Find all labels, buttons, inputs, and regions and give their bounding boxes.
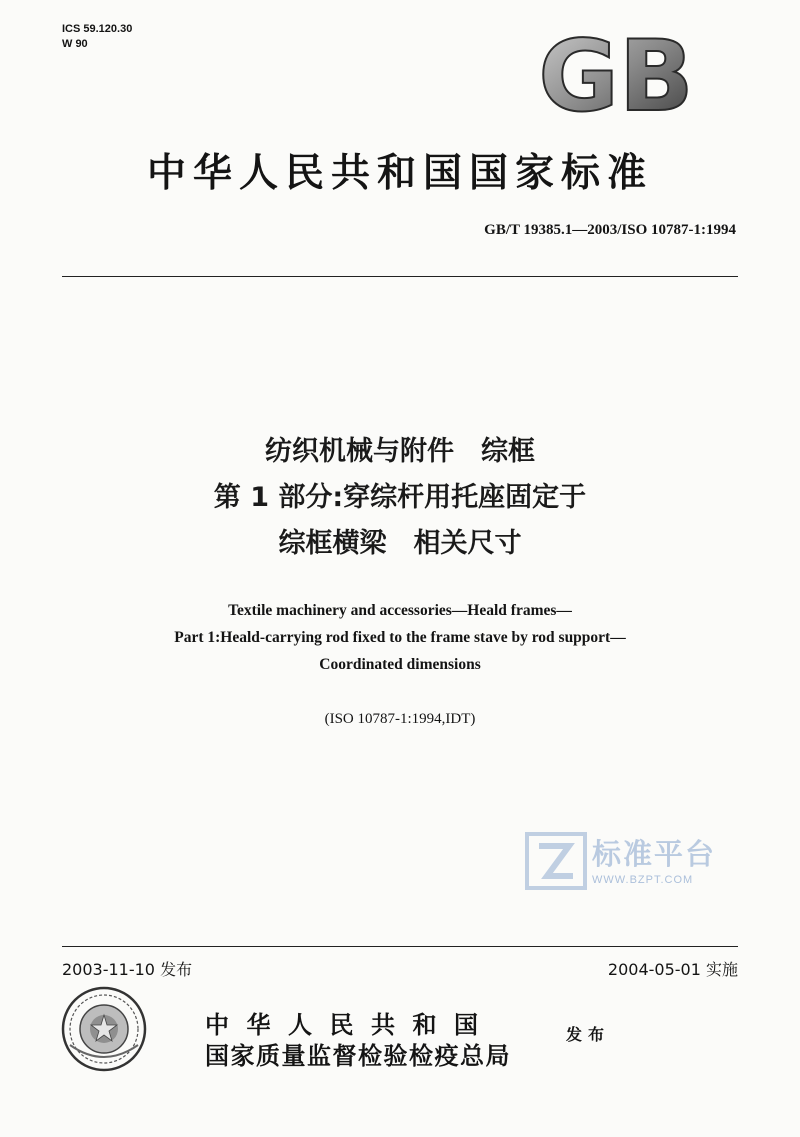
national-emblem-seal-icon xyxy=(60,985,148,1073)
footer-divider xyxy=(62,946,738,947)
title-en-line-3: Coordinated dimensions xyxy=(319,656,481,673)
adoption-note: (ISO 10787-1:1994,IDT) xyxy=(324,711,476,727)
svg-text:GB: GB xyxy=(538,30,694,122)
title-cn-line-3: 综框横梁 相关尺寸 xyxy=(278,528,522,559)
issue-date: 2003-11-10 发布 xyxy=(62,960,193,979)
title-cn-line-2: 第 1 部分:穿综杆用托座固定于 xyxy=(213,482,587,513)
publisher-line-2: 国家质量监督检验检疫总局 xyxy=(205,1042,511,1070)
publisher-suffix: 发布 xyxy=(566,1025,611,1044)
ccs-code: W 90 xyxy=(62,38,88,50)
watermark-logo-icon xyxy=(525,832,587,890)
publisher-line-1: 中华人民共和国 xyxy=(205,1011,496,1039)
classification-codes xyxy=(62,22,132,52)
gb-logo xyxy=(538,30,694,122)
title-en-line-1: Textile machinery and accessories—Heald frames— xyxy=(228,602,572,619)
watermark-name: 标准平台 xyxy=(592,837,717,871)
title-en-line-2: Part 1:Heald-carrying rod fixed to the frame stave by rod support— xyxy=(174,629,626,646)
standard-number: GB/T 19385.1—2003/ISO 10787-1:1994 xyxy=(484,222,736,238)
title-cn-line-1: 纺织机械与附件 综框 xyxy=(265,436,535,467)
header-divider xyxy=(62,276,738,277)
watermark-url: WWW.BZPT.COM xyxy=(592,874,694,886)
implementation-date: 2004-05-01 实施 xyxy=(607,960,738,979)
ics-code: ICS 59.120.30 xyxy=(62,23,133,35)
national-standard-title: 中华人民共和国国家标准 xyxy=(146,151,653,196)
